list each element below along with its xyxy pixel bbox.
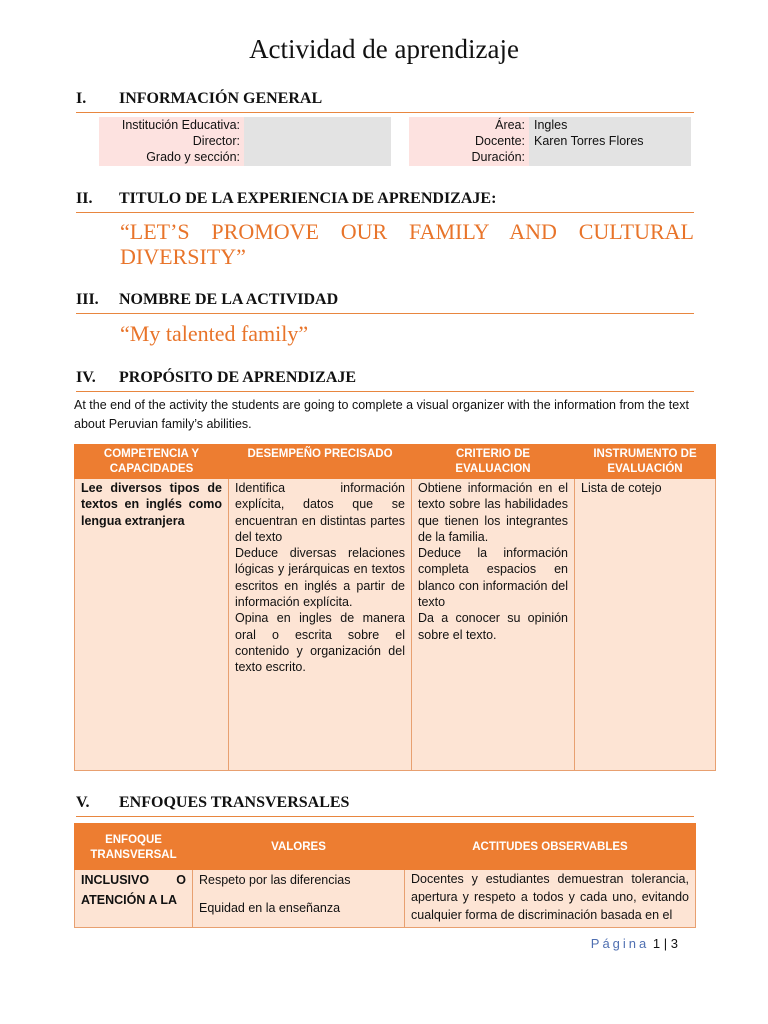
label-duracion: Duración: (471, 150, 525, 164)
cell-desempeno (229, 479, 412, 771)
label-director: Director: (192, 134, 240, 148)
desempeno-item: Deduce diversas relaciones lógicas y jerárquicas en textos escritos en inglés a partir de información explícita. (235, 546, 405, 610)
section-number: V. (76, 794, 90, 811)
desempeno-item: Opina en ingles de manera oral o escrita sobre el contenido y organización del texto escrito. (235, 611, 405, 675)
info-labels (99, 117, 244, 166)
info-values (244, 117, 391, 166)
label-area: Área: (495, 118, 525, 132)
section-heading-general-info (76, 88, 694, 113)
document-title: Actividad de aprendizaje (249, 34, 519, 64)
section-heading-enfoques (76, 792, 694, 817)
header-desempeno: DESEMPEÑO PRECISADO (229, 445, 412, 479)
table-row (75, 479, 716, 771)
section-number: III. (76, 291, 99, 308)
cell-enfoque: INCLUSIVO O ATENCIÓN A LA (75, 870, 193, 928)
section-heading-purpose (76, 367, 694, 392)
cell-criterio (412, 479, 575, 771)
section-title: INFORMACIÓN GENERAL (119, 90, 323, 107)
info-values (529, 117, 691, 166)
page-total: 3 (670, 936, 678, 951)
page-word: Página (590, 936, 650, 951)
cell-actitudes: Docentes y estudiantes demuestran tolerancia, apertura y respeto a todos y cada uno, evitando cualquier forma de discriminación basada en el (405, 870, 696, 928)
header-actitudes: ACTITUDES OBSERVABLES (405, 824, 696, 870)
activity-name: “My talented family” (120, 321, 309, 346)
header-criterio: CRITERIO DE EVALUACION (412, 445, 575, 479)
valor-item: Respeto por las diferencias (199, 873, 351, 887)
value-area: Ingles (534, 118, 568, 132)
value-docente: Karen Torres Flores (534, 134, 644, 148)
section-title: TITULO DE LA EXPERIENCIA DE APRENDIZAJE: (119, 190, 497, 207)
purpose-table (74, 444, 716, 771)
section-heading-experience (76, 188, 694, 213)
general-info-left (99, 117, 391, 166)
section-title: NOMBRE DE LA ACTIVIDAD (119, 291, 339, 308)
table-row (75, 870, 696, 928)
label-docente: Docente: (474, 134, 525, 148)
section-title: PROPÓSITO DE APRENDIZAJE (119, 369, 357, 386)
header-enfoque: ENFOQUE TRANSVERSAL (75, 824, 193, 870)
general-info-right (409, 117, 691, 166)
page-current: 1 (652, 936, 661, 951)
experience-title-line2: DIVERSITY” (120, 244, 246, 269)
enfoques-table (74, 823, 696, 928)
section-number: I. (76, 90, 87, 107)
section-heading-activity-name (76, 289, 694, 314)
criterio-item: Da a conocer su opinión sobre el texto. (418, 611, 568, 642)
page-footer (591, 936, 678, 951)
header-instrumento: INSTRUMENTO DE EVALUACIÓN (575, 445, 716, 479)
label-grado: Grado y sección: (146, 150, 240, 164)
cell-competencia: Lee diversos tipos de textos en inglés como lengua extranjera (75, 479, 229, 771)
criterio-item: Obtiene información en el texto sobre las habilidades que tienen los integrantes de la familia. (418, 481, 568, 544)
desempeno-item: Identifica información explícita, datos que se encuentran en distintas partes del texto (235, 481, 405, 544)
page-separator: | (663, 936, 668, 951)
purpose-table-header-row (75, 445, 716, 479)
header-competencia: COMPETENCIA Y CAPACIDADES (75, 445, 229, 479)
section-title: ENFOQUES TRANSVERSALES (119, 794, 350, 811)
label-institucion: Institución Educativa: (121, 118, 240, 132)
section-number: IV. (76, 369, 96, 386)
purpose-text: At the end of the activity the students are going to complete a visual organizer with the information from the text about Peruvian family’s abilities. (74, 398, 689, 431)
enfoques-table-header-row (75, 824, 696, 870)
valor-item: Equidad en la enseñanza (199, 901, 341, 915)
section-number: II. (76, 190, 93, 207)
cell-valores (193, 870, 405, 928)
header-valores: VALORES (193, 824, 405, 870)
experience-title-line1: “LET’S PROMOVE OUR FAMILY AND CULTURAL (120, 219, 694, 244)
criterio-item: Deduce la información completa espacios en blanco con información del texto (418, 546, 568, 610)
cell-instrumento: Lista de cotejo (575, 479, 716, 771)
info-labels (409, 117, 529, 166)
